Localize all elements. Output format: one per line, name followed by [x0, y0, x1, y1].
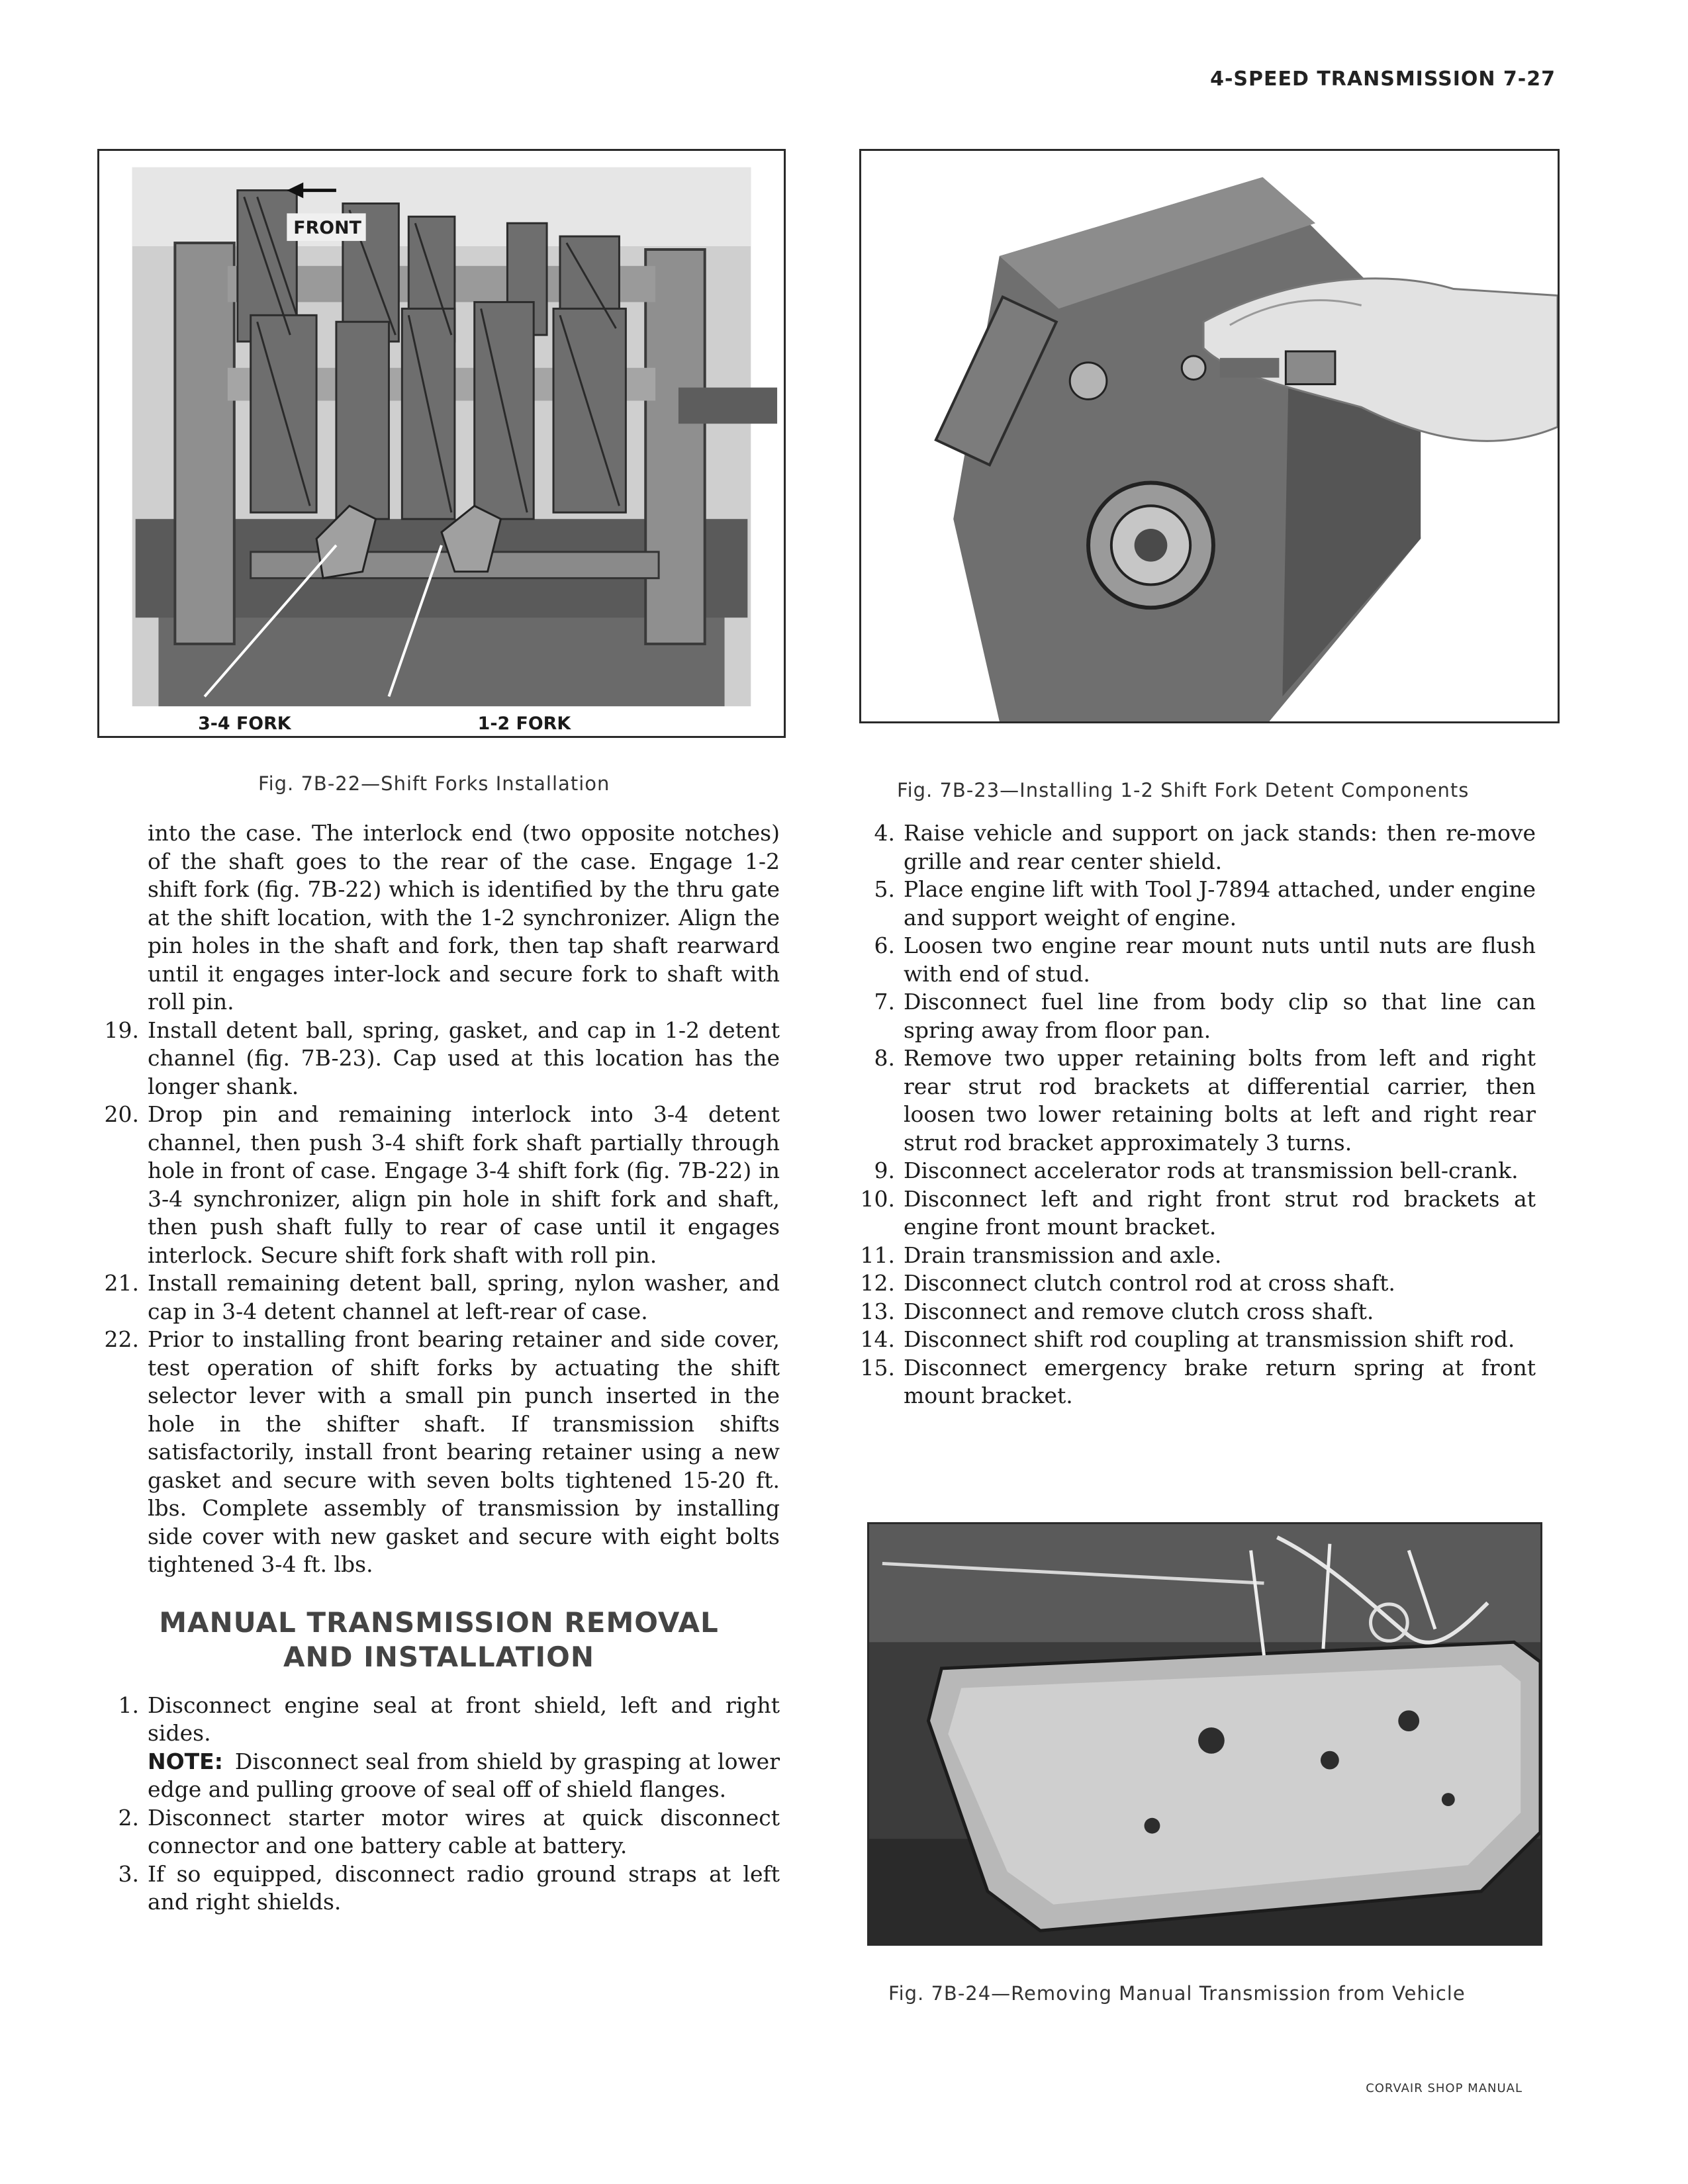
left-text-column [98, 819, 780, 1917]
removal-steps-list-c [854, 819, 1536, 1410]
step-number: 4. [874, 820, 895, 846]
step-number: 22. [104, 1326, 139, 1352]
step-item [854, 1326, 1536, 1354]
step-item [98, 1101, 780, 1269]
step-item [854, 1269, 1536, 1298]
step-text: Disconnect left and right front strut rod brackets at engine front mount bracket. [904, 1185, 1536, 1240]
step-item [854, 1242, 1536, 1270]
step-text: Disconnect emergency brake return spring at front mount bracket. [904, 1354, 1536, 1408]
section-heading-line-1: MANUAL TRANSMISSION REMOVAL [159, 1606, 719, 1639]
step-item [854, 1354, 1536, 1410]
note-paragraph [98, 1748, 780, 1804]
step-text: Place engine lift with Tool J-7894 attached, under engine and support weight of engine. [904, 876, 1536, 931]
step-item [854, 1157, 1536, 1185]
step-text: Remove two upper retaining bolts from left and right rear strut rod brackets at differential carrier, then loosen two lower retaining bolts at left and right rear strut rod bracket approximately 3 turns. [904, 1045, 1536, 1156]
figure-transmission-removal-photo [867, 1522, 1542, 1946]
step-text: Disconnect starter motor wires at quick disconnect connector and one battery cable at battery. [148, 1804, 780, 1858]
step-text: Disconnect shift rod coupling at transmission shift rod. [904, 1326, 1515, 1352]
step-number: 14. [860, 1326, 895, 1352]
figure-label-fork-12: 1-2 FORK [477, 713, 571, 735]
step-number: 1. [118, 1692, 139, 1718]
step-item [854, 1185, 1536, 1242]
step-text: Disconnect engine seal at front shield, left and right sides. [148, 1692, 780, 1746]
step-text: Disconnect clutch control rod at cross shaft. [904, 1270, 1395, 1296]
page-header: 4-SPEED TRANSMISSION 7-27 [1210, 68, 1556, 91]
step-number: 5. [874, 876, 895, 902]
step-text: If so equipped, disconnect radio ground straps at left and right shields. [148, 1860, 780, 1915]
figure-label-front: FRONT [293, 218, 361, 239]
step-number: 11. [860, 1242, 895, 1268]
step-text: Disconnect fuel line from body clip so that line can spring away from floor pan. [904, 989, 1536, 1043]
step-text: Raise vehicle and support on jack stands: then re-move grille and rear center shield. [904, 820, 1536, 874]
step-number: 20. [104, 1101, 139, 1127]
removal-steps-list-b [98, 1804, 780, 1917]
section-heading-line-2: AND INSTALLATION [283, 1640, 594, 1673]
step-number: 15. [860, 1354, 895, 1381]
step-item [854, 876, 1536, 932]
step-text: Install detent ball, spring, gasket, and cap in 1-2 detent channel (fig. 7B-23). Cap used at this location has the longer shank. [148, 1017, 780, 1099]
figure-detent-components-photo [859, 149, 1560, 723]
assembly-steps-list [98, 1017, 780, 1579]
step-item [98, 1326, 780, 1579]
step-number: 3. [118, 1860, 139, 1887]
step-text: Disconnect accelerator rods at transmission bell-crank. [904, 1158, 1519, 1183]
figure-caption-7b-22: Fig. 7B-22—Shift Forks Installation [258, 772, 610, 795]
continuation-paragraph: into the case. The interlock end (two opposite notches) of the shaft goes to the rear of the case. Engage 1-2 shift fork (fig. 7B-22) which is identified by the thru gate at the shift location, with the 1-2 synchronizer. Align the pin holes in the shaft and fork, then tap shaft rearward until it engages inter-lock and secure fork to shaft with roll pin. [148, 820, 780, 1015]
step-item [854, 932, 1536, 988]
step-number: 8. [874, 1045, 895, 1071]
right-text-column [854, 819, 1536, 1410]
step-text: Drop pin and remaining interlock into 3-4 detent channel, then push 3-4 shift fork shaft partially through hole in front of case. Engage 3-4 shift fork (fig. 7B-22) in 3-4 synchronizer, align pin hole in shift fork and shaft, then push shaft fully to rear of case until it engages interlock. Secure shift fork shaft with roll pin. [148, 1101, 780, 1268]
step-text: Loosen two engine rear mount nuts until nuts are flush with end of stud. [904, 933, 1536, 987]
step-number: 12. [860, 1270, 895, 1296]
step-number: 13. [860, 1298, 895, 1324]
step-item [854, 1044, 1536, 1157]
step-item [98, 1017, 780, 1101]
step-item [854, 819, 1536, 876]
figure-caption-7b-23: Fig. 7B-23—Installing 1-2 Shift Fork Detent Components [897, 779, 1470, 801]
section-heading [98, 1606, 780, 1674]
step-text: Install remaining detent ball, spring, nylon washer, and cap in 3-4 detent channel at left-rear of case. [148, 1270, 780, 1324]
step-number: 10. [860, 1185, 895, 1212]
removal-steps-list-a [98, 1692, 780, 1748]
figure-label-fork-34: 3-4 FORK [198, 713, 291, 735]
note-label: NOTE: [148, 1748, 223, 1774]
step-number: 21. [104, 1270, 139, 1296]
figure-caption-7b-24: Fig. 7B-24—Removing Manual Transmission from Vehicle [888, 1982, 1466, 2005]
note-text: Disconnect seal from shield by grasping at lower edge and pulling groove of seal off of shield flanges. [148, 1748, 780, 1802]
step-number: 2. [118, 1804, 139, 1831]
step-number: 19. [104, 1017, 139, 1043]
step-item [854, 988, 1536, 1044]
step-item [98, 1804, 780, 1860]
step-item [98, 1269, 780, 1326]
step-number: 7. [874, 989, 895, 1015]
step-text: Prior to installing front bearing retainer and side cover, test operation of shift forks by actuating the shift selector lever with a small pin punch inserted in the hole in the shifter shaft. If transmission shifts satisfactorily, install front bearing retainer using a new gasket and secure with seven bolts tightened 15-20 ft. lbs. Complete assembly of transmission by installing side cover with new gasket and secure with eight bolts tightened 3-4 ft. lbs. [148, 1326, 780, 1577]
step-number: 9. [874, 1158, 895, 1183]
step-item [98, 1692, 780, 1748]
step-number: 6. [874, 933, 895, 958]
step-item [98, 1860, 780, 1917]
step-text: Disconnect and remove clutch cross shaft. [904, 1298, 1374, 1324]
figure-shift-forks-photo [97, 149, 786, 738]
step-text: Drain transmission and axle. [904, 1242, 1222, 1268]
step-item [854, 1298, 1536, 1326]
page-footer: CORVAIR SHOP MANUAL [1366, 2081, 1523, 2095]
